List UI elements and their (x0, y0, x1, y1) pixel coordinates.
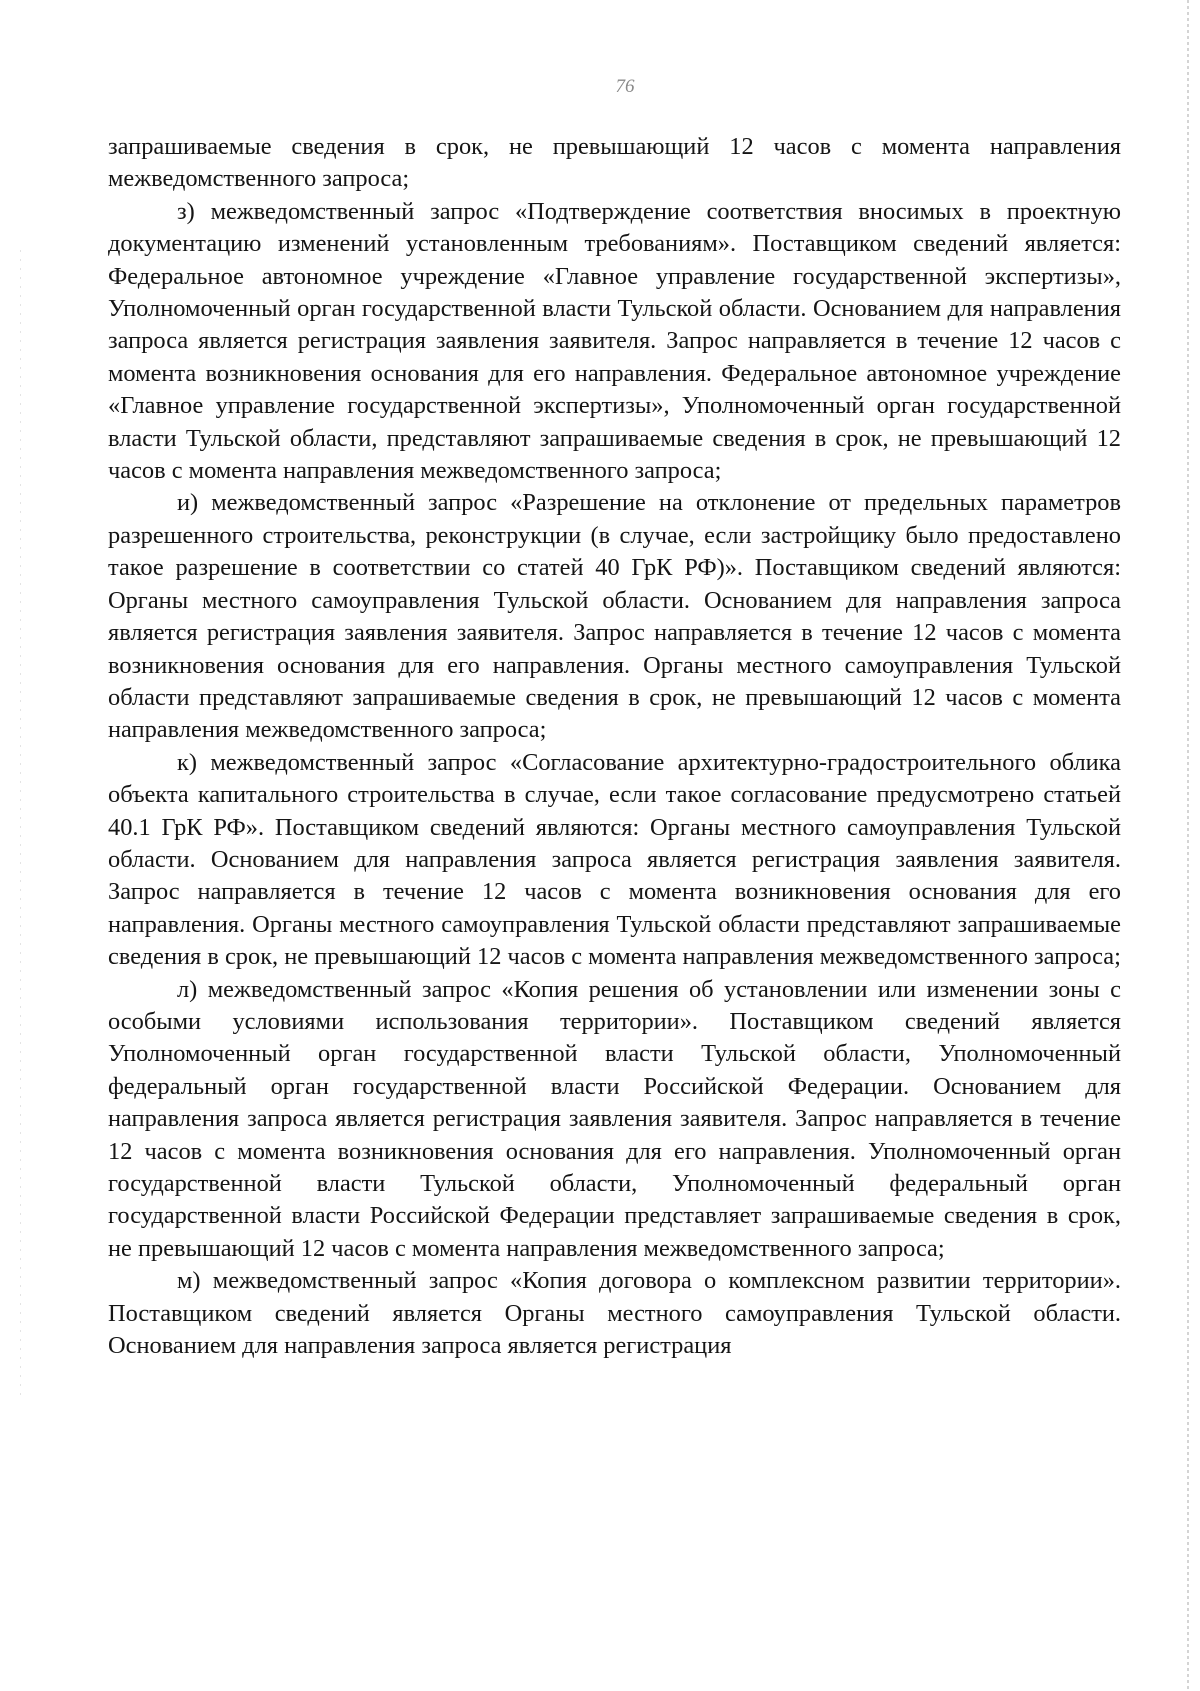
scan-right-edge (1187, 0, 1189, 1691)
paragraph-item-k: к) межведомственный запрос «Согласование архитектурно-градостроительного облика объекта капитального строительства в случае, если такое согласование предусмотрено статьей 40.1 ГрК РФ». Поставщиком сведений являются: Органы местного самоуправления Тульской области. Основанием для направления запроса является регистрация заявления заявителя. Запрос направляется в течение 12 часов с момента возникновения основания для его направления. Органы местного самоуправления Тульской области представляют запрашиваемые сведения в срок, не превышающий 12 часов с момента направления межведомственного запроса; (108, 748, 1121, 971)
scan-left-edge (20, 250, 21, 1400)
paragraph-item-m: м) межведомственный запрос «Копия договора о комплексном развитии территории». Поставщиком сведений является Органы местного самоуправления Тульской области. Основанием для направления запроса является регистрация (108, 1267, 1121, 1360)
paragraph-continuation: запрашиваемые сведения в срок, не превышающий 12 часов с момента направления межведомственного запроса; (108, 133, 1121, 193)
body-text (108, 131, 1121, 1362)
paragraph-item-l: л) межведомственный запрос «Копия решения об установлении или изменении зоны с особыми условиями использования территории». Поставщиком сведений является Уполномоченный орган государственной власти Тульской области, Уполномоченный федеральный орган государственной власти Российской Федерации. Основанием для направления запроса является регистрация заявления заявителя. Запрос направляется в течение 12 часов с момента возникновения основания для его направления. Уполномоченный орган государственной власти Тульской области, Уполномоченный федеральный орган государственной власти Российской Федерации представляет запрашиваемые сведения в срок, не превышающий 12 часов с момента направления межведомственного запроса; (108, 975, 1121, 1262)
paragraph-item-i: и) межведомственный запрос «Разрешение на отклонение от предельных параметров разрешенного строительства, реконструкции (в случае, если застройщику было предоставлено такое разрешение в соответствии со статей 40 ГрК РФ)». Поставщиком сведений являются: Органы местного самоуправления Тульской области. Основанием для направления запроса является регистрация заявления заявителя. Запрос направляется в течение 12 часов с момента возникновения основания для его направления. Органы местного самоуправления Тульской области представляют запрашиваемые сведения в срок, не превышающий 12 часов с момента направления межведомственного запроса; (108, 489, 1121, 744)
paragraph-item-z: з) межведомственный запрос «Подтверждение соответствия вносимых в проектную документацию изменений установленным требованиям». Поставщиком сведений является: Федеральное автономное учреждение «Главное управление государственной экспертизы», Уполномоченный орган государственной власти Тульской области. Основанием для направления запроса является регистрация заявления заявителя. Запрос направляется в течение 12 часов с момента возникновения основания для его направления. Федеральное автономное учреждение «Главное управление государственной экспертизы», Уполномоченный орган государственной власти Тульской области, представляют запрашиваемые сведения в срок, не превышающий 12 часов с момента направления межведомственного запроса; (108, 197, 1121, 485)
page-number: 76 (615, 76, 635, 97)
